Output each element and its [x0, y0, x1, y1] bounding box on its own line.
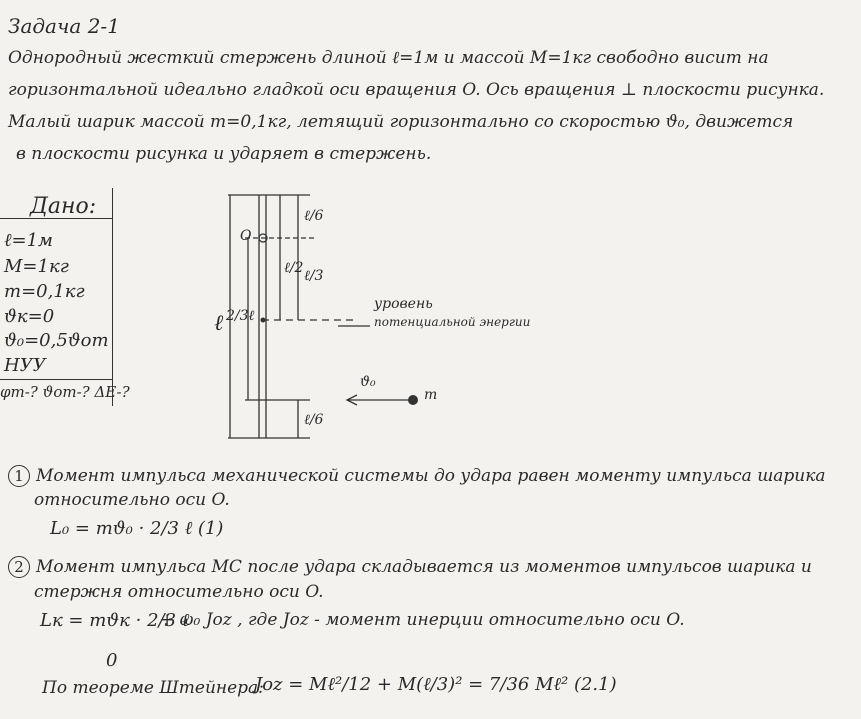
step-1-line-2: относительно оси O.: [34, 490, 230, 510]
mass-label: m: [424, 387, 438, 403]
third-label: ℓ/3: [304, 268, 324, 284]
step-2-line-2: стержня относительно оси O.: [34, 582, 324, 602]
given-item: M=1кг: [4, 256, 69, 277]
given-header: Дано:: [30, 194, 97, 219]
bottom-sixth-label: ℓ/6: [304, 412, 324, 428]
step-1-equation: L₀ = mϑ₀ · 2/3 ℓ (1): [50, 518, 224, 539]
problem-title: Задача 2-1: [8, 14, 120, 38]
find-line: φm-? ϑom-? ΔE-?: [0, 383, 130, 401]
center-of-mass-dot: [261, 318, 266, 323]
given-item: ϑ₀=0,5ϑom: [4, 330, 109, 351]
steiner-label: По теореме Штейнера:: [42, 678, 264, 698]
length-label: ℓ: [214, 311, 224, 336]
half-label: ℓ/2: [284, 260, 304, 276]
given-item: НУУ: [4, 355, 46, 376]
problem-line-2: горизонтальной идеально гладкой оси вращения O. Ось вращения ⊥ плоскости рисунка.: [8, 80, 825, 100]
given-item: m=0,1кг: [4, 281, 85, 302]
problem-line-3: Малый шарик массой m=0,1кг, летящий горизонтально со скоростью ϑ₀, движется: [8, 112, 794, 132]
given-item: ϑк=0: [4, 306, 55, 327]
given-divider: [0, 218, 112, 219]
level-label-line2: потенциальной энергии: [374, 315, 531, 329]
top-sixth-label: ℓ/6: [304, 208, 324, 224]
find-divider: [0, 379, 112, 380]
problem-line-4: в плоскости рисунка и ударяет в стержень.: [16, 144, 432, 164]
zero-annotation: 0: [106, 650, 118, 671]
step-2-number: 2: [8, 556, 30, 578]
step-2-equation: Lк = mϑк · 2/3 ℓ: [40, 610, 190, 631]
o-label: O: [240, 228, 252, 244]
ball-dot: [408, 395, 418, 405]
velocity-label: ϑ₀: [360, 374, 376, 390]
two-thirds-label: 2/3ℓ: [226, 308, 255, 324]
step-1-line-1: [8, 465, 826, 487]
step-2-line-1: [8, 556, 812, 578]
step-1-text: Момент импульса механической системы до удара равен моменту импульса шарика: [36, 466, 826, 486]
given-item: ℓ=1м: [4, 230, 53, 251]
steiner-equation: Joz = Mℓ²/12 + M(ℓ/3)² = 7/36 Mℓ² (2.1): [255, 674, 617, 695]
level-label-line1: уровень: [374, 296, 433, 312]
problem-line-1: Однородный жесткий стержень длиной ℓ=1м и массой M=1кг свободно висит на: [8, 48, 769, 68]
step-2-text: Момент импульса МС после удара складывается из моментов импульсов шарика и: [36, 557, 812, 577]
rod-diagram: [200, 180, 580, 450]
step-2-equation-rest: + ω₀ Joz , где Joz - момент инерции относительно оси O.: [160, 610, 685, 630]
step-1-number: 1: [8, 465, 30, 487]
